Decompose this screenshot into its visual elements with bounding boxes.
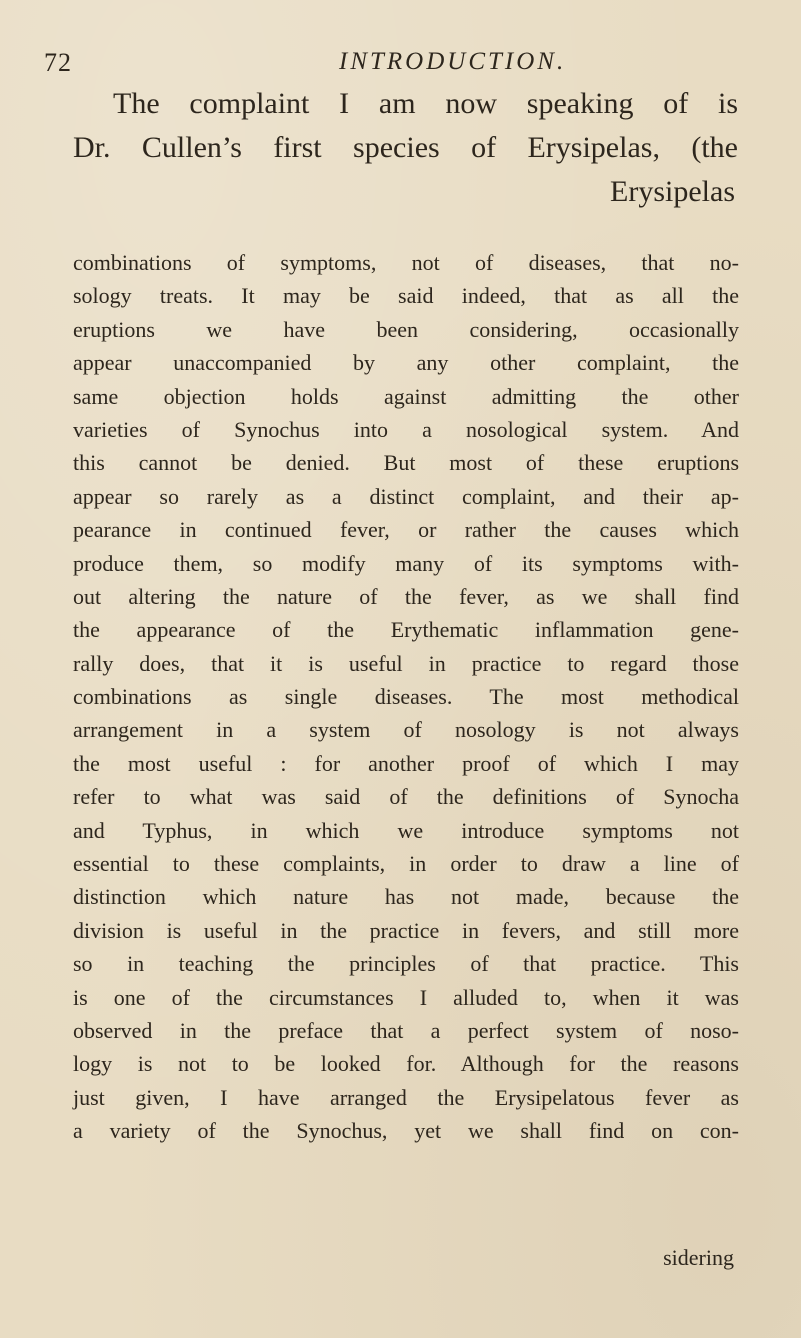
lead-line-3: Erysipelas	[610, 175, 735, 208]
catchword: sidering	[663, 1245, 734, 1270]
body-paragraph	[73, 246, 739, 1148]
text-line: is one of the circumstances I alluded to, when it was	[73, 984, 739, 1010]
text-line: sology treats. It may be said indeed, that as all the	[73, 283, 739, 309]
text-line: pearance in continued fever, or rather the causes which	[73, 517, 739, 543]
text-line: combinations of symptoms, not of diseases, that no-	[73, 250, 739, 275]
text-line: essential to these complaints, in order to draw a line of	[73, 851, 739, 877]
running-head: INTRODUCTION.	[339, 48, 567, 75]
text-line: out altering the nature of the fever, as we shall find	[73, 583, 739, 609]
text-line: same objection holds against admitting the other	[73, 383, 739, 409]
text-line: arrangement in a system of nosology is not always	[73, 717, 739, 743]
text-line: eruptions we have been considering, occasionally	[73, 316, 739, 342]
text-line: just given, I have arranged the Erysipelatous fever as	[73, 1084, 739, 1110]
text-line: the most useful : for another proof of which I may	[73, 750, 739, 776]
text-line: refer to what was said of the definitions of Synocha	[73, 784, 739, 810]
text-line: division is useful in the practice in fevers, and still more	[73, 917, 739, 943]
text-line: varieties of Synochus into a nosological system. And	[73, 416, 739, 442]
page-number: 72	[44, 48, 72, 77]
text-line: appear so rarely as a distinct complaint, and their ap-	[73, 483, 739, 509]
lead-line-2: Dr. Cullen’s first species of Erysipelas, (the	[73, 131, 738, 164]
lead-line-1: The complaint I am now speaking of is	[113, 87, 738, 120]
text-line: this cannot be denied. But most of these eruptions	[73, 450, 739, 476]
text-line: combinations as single diseases. The most methodical	[73, 684, 739, 710]
text-line: rally does, that it is useful in practice to regard those	[73, 650, 739, 676]
text-line: appear unaccompanied by any other complaint, the	[73, 350, 739, 376]
text-line: the appearance of the Erythematic inflammation gene-	[73, 617, 739, 643]
text-line: distinction which nature has not made, because the	[73, 884, 739, 910]
text-line: so in teaching the principles of that practice. This	[73, 951, 739, 977]
text-line: a variety of the Synochus, yet we shall find on con-	[73, 1118, 739, 1144]
text-line: observed in the preface that a perfect system of noso-	[73, 1017, 739, 1043]
text-line: logy is not to be looked for. Although for the reasons	[73, 1051, 739, 1077]
text-line: and Typhus, in which we introduce symptoms not	[73, 817, 739, 843]
text-line: produce them, so modify many of its symptoms with-	[73, 550, 739, 576]
